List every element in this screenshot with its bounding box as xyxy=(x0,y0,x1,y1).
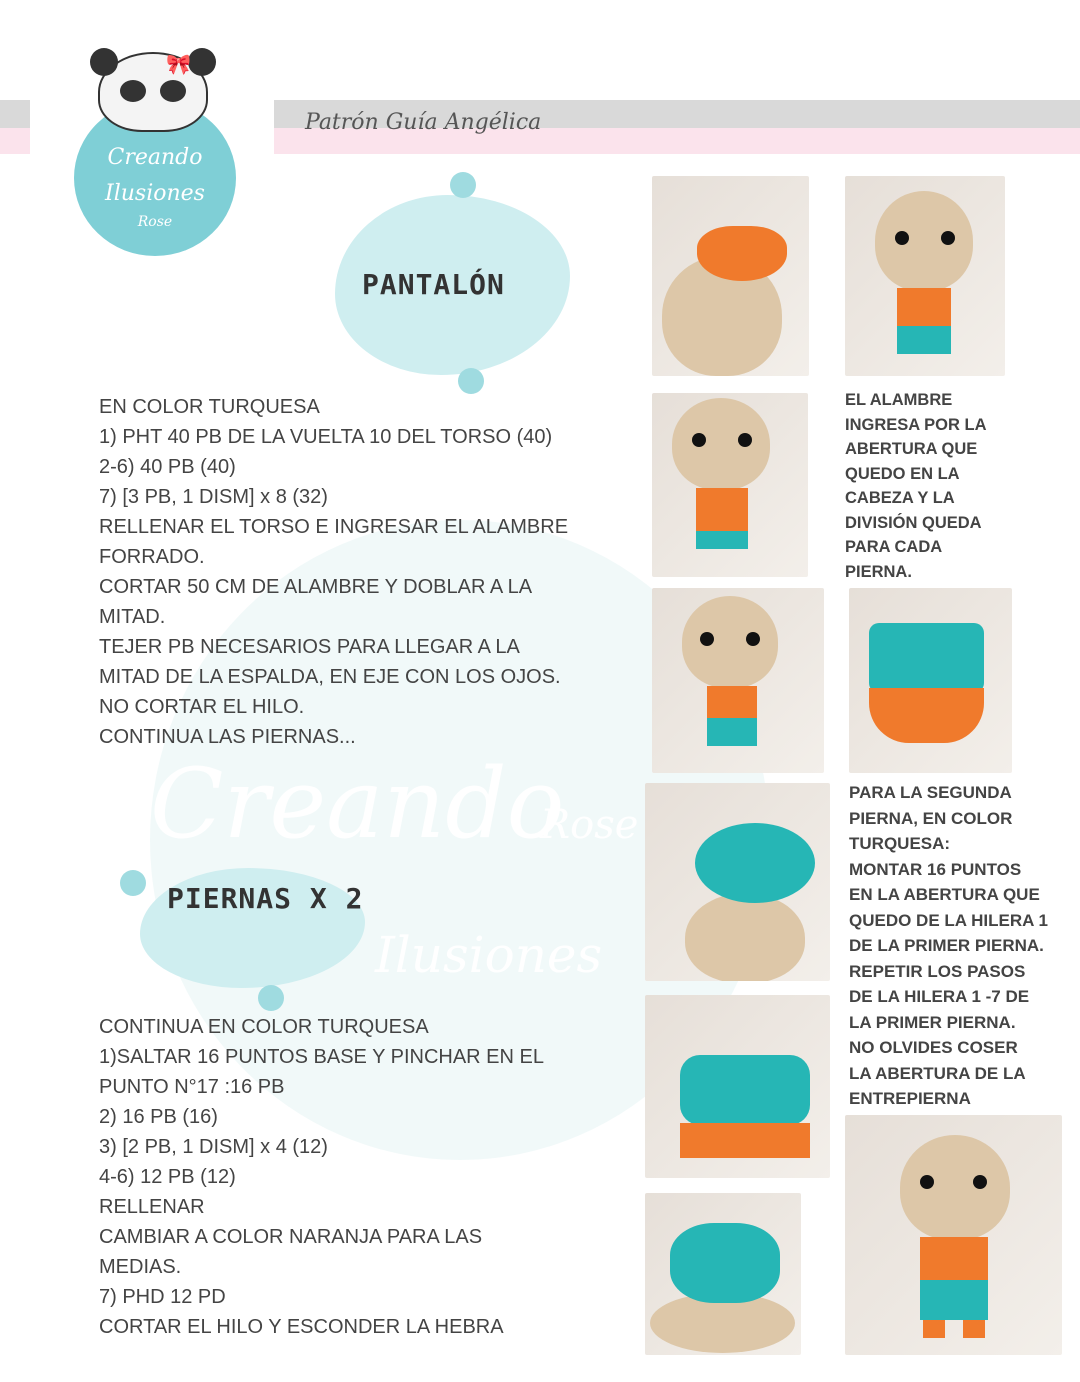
photo-doll-front xyxy=(845,176,1005,376)
photo-doll-finished xyxy=(845,1115,1062,1355)
note-second-leg: PARA LA SEGUNDA PIERNA, EN COLOR TURQUESA: MONTAR 16 PUNTOS EN LA ABERTURA QUE QUEDO DE LA HILERA 1 DE LA PRIMER PIERNA. REPETIR LOS PASOS DE LA HILERA 1 -7 DE LA PRIMER PIERNA. NO OLVIDES COSER LA ABERTURA DE LA ENTREPIERNA xyxy=(849,783,1048,1108)
section-title-pantalon: PANTALÓN xyxy=(362,268,505,301)
photo-leg-crochet xyxy=(849,588,1012,773)
decor-dot xyxy=(120,870,146,896)
watermark-logo-line3: Rose xyxy=(540,802,639,848)
photo-doll-pants xyxy=(652,588,824,773)
pantalon-instructions: EN COLOR TURQUESA 1) PHT 40 PB DE LA VUELTA 10 DEL TORSO (40) 2-6) 40 PB (40) 7) [3 PB, 1 DISM] x 8 (32) RELLENAR EL TORSO E INGRESAR EL ALAMBRE FORRADO. CORTAR 50 CM DE ALAMBRE Y DOBLAR A LA MITAD. TEJER PB NECESARIOS PARA LLEGAR A LA MITAD DE LA ESPALDA, EN EJE CON LOS OJOS. NO CORTAR EL HILO. CONTINUA LAS PIERNAS... xyxy=(99,396,569,748)
piernas-instructions: CONTINUA EN COLOR TURQUESA 1)SALTAR 16 PUNTOS BASE Y PINCHAR EN EL PUNTO N°17 :16 PB 2) 16 PB (16) 3) [2 PB, 1 DISM] x 4 (12) 4-6) 12 PB (12) RELLENAR CAMBIAR A COLOR NARANJA PARA LAS MEDIAS. 7) PHD 12 PD CORTAR EL HILO Y ESCONDER LA HEBRA xyxy=(99,1016,544,1338)
photo-crochet-pants-start xyxy=(652,176,809,376)
section-title-piernas: PIERNAS X 2 xyxy=(167,882,364,915)
watermark-logo-line1: Creando xyxy=(150,748,565,860)
logo-text: Creando Ilusiones Rose xyxy=(105,145,205,230)
bow-icon: 🎀 xyxy=(166,54,191,76)
note-wire: EL ALAMBRE INGRESA POR LA ABERTURA QUE QUEDO EN LA CABEZA Y LA DIVISIÓN QUEDA PARA CADA PIERNA. xyxy=(845,391,987,581)
decor-dot xyxy=(450,172,476,198)
photo-legs-top xyxy=(645,1193,801,1355)
watermark-logo-line2: Ilusiones xyxy=(375,926,603,984)
photo-leg-closeup xyxy=(645,995,830,1178)
photo-second-leg xyxy=(645,783,830,981)
photo-doll-wire xyxy=(652,393,808,577)
page-title: Patrón Guía Angélica xyxy=(305,110,542,135)
panda-icon xyxy=(98,52,208,132)
decor-dot xyxy=(258,985,284,1011)
decor-dot xyxy=(458,368,484,394)
